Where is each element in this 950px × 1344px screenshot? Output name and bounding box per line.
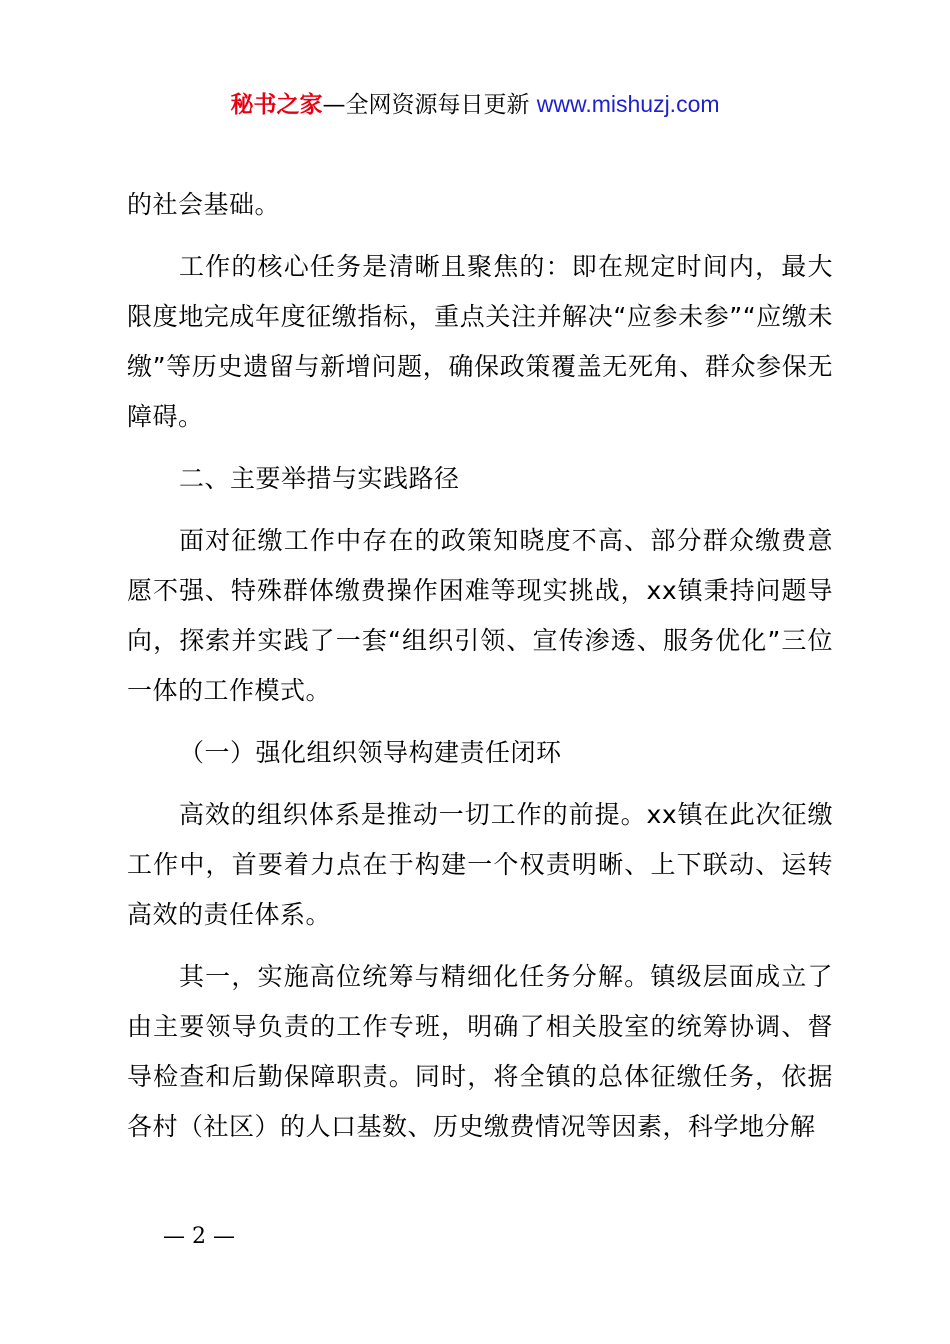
page-number: — 2 — [163, 1224, 235, 1249]
brand-name: 秘书之家 [230, 92, 323, 118]
paragraph-continuation: 的社会基础。 [127, 190, 281, 219]
document-body [127, 180, 833, 1152]
header-tagline: —全网资源每日更新 [322, 92, 530, 118]
site-url-link[interactable]: www.mishuzj.com [536, 91, 720, 117]
site-header [0, 86, 950, 123]
section-heading: 二、主要举措与实践路径 [179, 464, 460, 493]
paragraph-core-task: 工作的核心任务是清晰且聚焦的：即在规定时间内，最大限度地完成年度征缴指标，重点关注并解决“应参未参”“应缴未缴”等历史遗留与新增问题，确保政策覆盖无死角、群众参保无障碍。 [127, 252, 833, 431]
paragraph-organization: 高效的组织体系是推动一切工作的前提。xx镇在此次征缴工作中，首要着力点在于构建一个权责明晰、上下联动、运转高效的责任体系。 [127, 800, 833, 929]
paragraph-challenges: 面对征缴工作中存在的政策知晓度不高、部分群众缴费意愿不强、特殊群体缴费操作困难等现实挑战，xx镇秉持问题导向，探索并实践了一套“组织引领、宣传渗透、服务优化”三位一体的工作模式。 [127, 526, 833, 705]
subsection-heading: （一）强化组织领导构建责任闭环 [179, 738, 562, 767]
paragraph-first-measure: 其一，实施高位统筹与精细化任务分解。镇级层面成立了由主要领导负责的工作专班，明确了相关股室的统筹协调、督导检查和后勤保障职责。同时，将全镇的总体征缴任务，依据各村（社区）的人口基数、历史缴费情况等因素，科学地分解 [127, 962, 833, 1141]
